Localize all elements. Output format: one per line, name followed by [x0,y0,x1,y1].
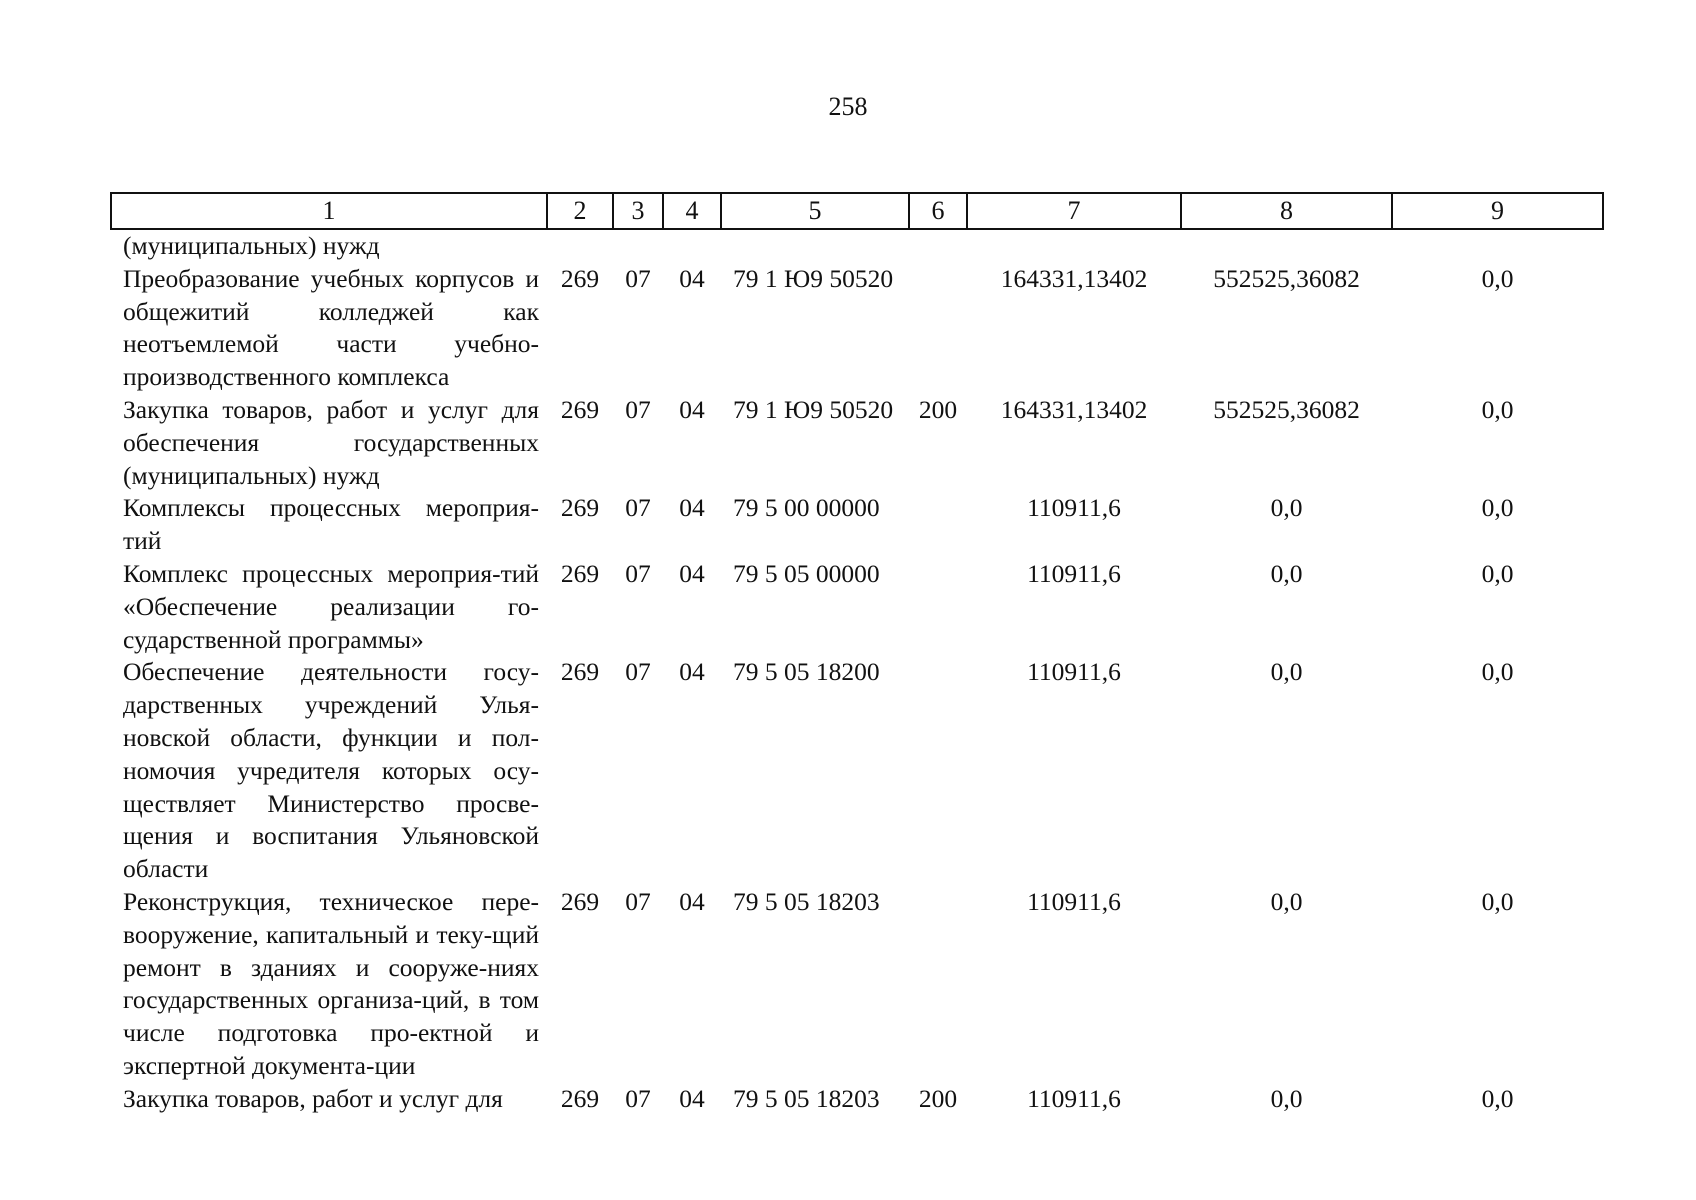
item-name: Закупка товаров, работ и услуг для [123,1083,503,1113]
cell: 0,0 [1481,558,1514,588]
cell: 04 [679,558,705,588]
cell: 79 1 Ю9 50520 [733,263,894,293]
cell: 07 [625,493,651,523]
cell: 07 [625,558,651,588]
table-row [111,886,1603,1083]
cell [909,656,967,886]
header-row [111,193,1603,229]
cell: 110911,6 [1027,657,1121,687]
item-name: Закупка товаров, работ и услуг для обеспечения государственных (муниципальных) нужд [123,394,539,490]
cell: 200 [918,1083,958,1113]
cell: 07 [625,1083,651,1113]
cell: 0,0 [1481,263,1514,293]
cell: 07 [625,263,651,293]
cell: 0,0 [1481,493,1514,523]
cell: 269 [560,886,600,916]
cell: 04 [679,493,705,523]
table-row [111,656,1603,886]
cell [1392,229,1603,263]
cell: 164331,13402 [1000,394,1148,424]
cell: 79 1 Ю9 50520 [733,394,894,424]
cell: 79 5 05 00000 [733,558,880,588]
table-row [111,1083,1603,1116]
cell: 07 [625,657,651,687]
cell: 164331,13402 [1000,263,1148,293]
item-name: (муниципальных) нужд [123,231,380,260]
cell: 04 [679,657,705,687]
column-header: 4 [663,193,721,229]
cell: 269 [560,493,600,523]
cell: 269 [560,1083,600,1113]
cell: 110911,6 [1027,493,1121,523]
cell [663,229,721,263]
item-name: Реконструкция, техническое пере-вооружение, капитальный и теку-щий ремонт в зданиях и сооруже-ниях государственных организа-ций, в том числе подготовка про-ектной и экспертной документа-ции [123,886,539,1080]
cell: 269 [560,394,600,424]
item-name: Обеспечение деятельности госу-дарственных учреждений Улья-новской области, функции и пол-номочия учредителя которых осу-ществляет Министерство просве-щения и воспитания Ульяновской области [123,657,539,884]
cell: 200 [918,394,958,424]
cell: 269 [560,263,600,293]
cell: 269 [560,657,600,687]
cell [1181,229,1392,263]
column-header: 1 [111,193,547,229]
cell: 269 [560,558,600,588]
cell [721,229,909,263]
cell: 0,0 [1270,886,1303,916]
table-row [111,229,1603,263]
table-row [111,492,1603,558]
cell [909,558,967,656]
cell: 552525,36082 [1213,394,1360,424]
cell: 79 5 05 18203 [733,886,880,916]
item-name: Комплекс процессных мероприя-тий «Обеспечение реализации го-сударственной программы» [123,558,539,654]
cell: 110911,6 [1027,1083,1121,1113]
cell: 04 [679,1083,705,1113]
cell: 04 [679,394,705,424]
cell: 79 5 05 18200 [733,657,880,687]
cell: 0,0 [1481,886,1514,916]
cell: 07 [625,886,651,916]
cell: 110911,6 [1027,886,1121,916]
item-name: Комплексы процессных мероприя-тий [123,493,539,556]
table-row [111,558,1603,656]
table-row [111,394,1603,492]
cell [547,229,613,263]
cell: 0,0 [1481,394,1514,424]
column-header: 5 [721,193,909,229]
column-header: 6 [909,193,967,229]
table-row [111,263,1603,394]
column-header: 8 [1181,193,1392,229]
cell [909,886,967,1083]
cell [909,492,967,558]
cell: 79 5 05 18203 [733,1083,880,1113]
cell: 07 [625,394,651,424]
cell: 0,0 [1270,558,1303,588]
cell: 0,0 [1481,1083,1514,1113]
column-header: 7 [967,193,1181,229]
cell: 79 5 00 00000 [733,493,880,523]
item-name: Преобразование учебных корпусов и общежитий колледжей как неотъемлемой части учебно-производственного комплекса [123,263,539,392]
column-header: 3 [613,193,663,229]
cell [613,229,663,263]
cell: 552525,36082 [1213,263,1360,293]
cell: 04 [679,886,705,916]
cell: 0,0 [1481,657,1514,687]
cell [967,229,1181,263]
budget-table [110,192,1604,1116]
cell: 110911,6 [1027,558,1121,588]
cell [909,263,967,394]
cell: 0,0 [1270,1083,1303,1113]
cell: 0,0 [1270,493,1303,523]
page-number: 258 [828,92,868,121]
column-header: 9 [1392,193,1603,229]
cell: 0,0 [1270,657,1303,687]
cell: 04 [679,263,705,293]
cell [909,229,967,263]
column-header: 2 [547,193,613,229]
